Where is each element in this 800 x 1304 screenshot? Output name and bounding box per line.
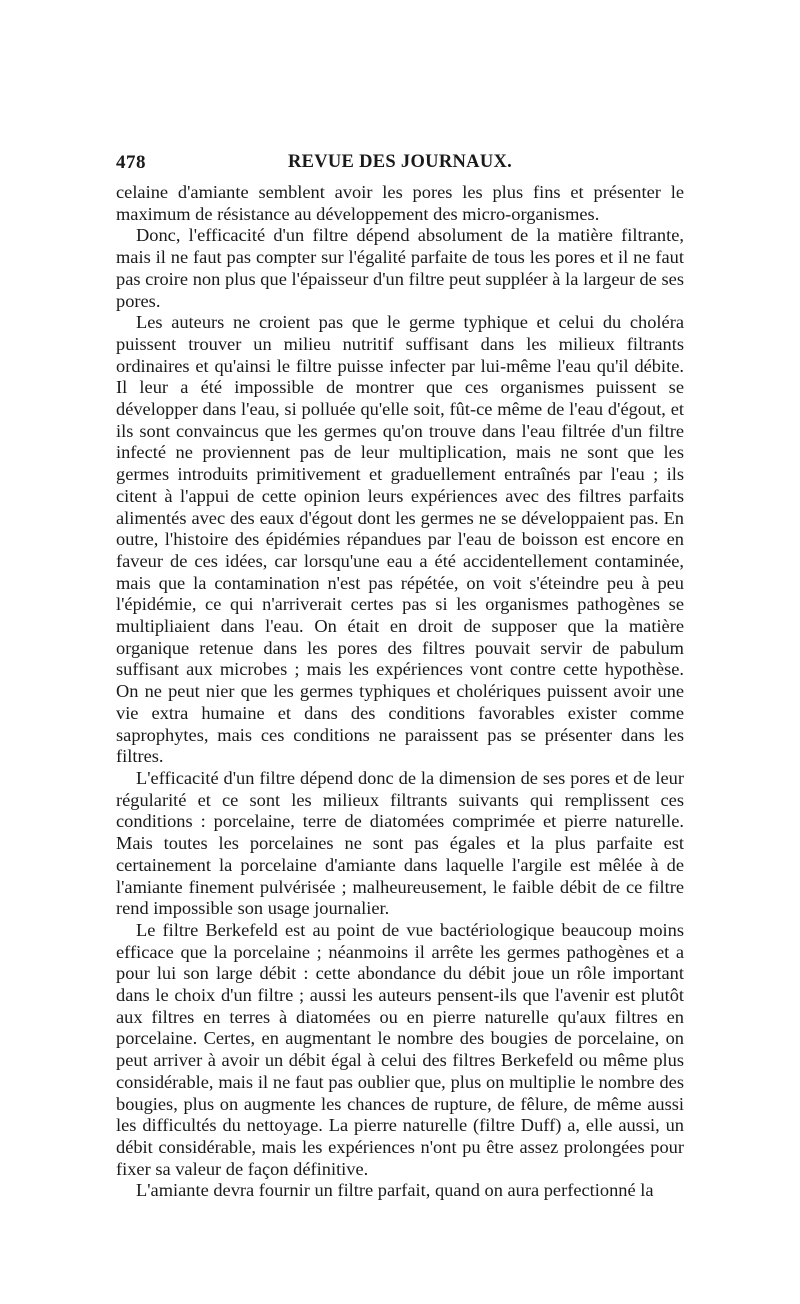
document-page [116, 152, 684, 1202]
paragraph: Les auteurs ne croient pas que le germe typhique et celui du choléra puissent trouver un milieu nutritif suffisant dans les milieux filtrants ordinaires et qu'ainsi le filtre puisse infecter par lui-même l'eau qu'il débite. Il leur a été impossible de montrer que ces organismes puissent se développer dans l'eau, si polluée qu'elle soit, fût-ce même de l'eau d'égout, et ils sont convaincus que les germes qu'on trouve dans l'eau filtrée d'un filtre infecté ne proviennent pas de leur multiplication, mais ne sont que les germes introduits primitivement et graduellement entraînés par l'eau ; ils citent à l'appui de cette opinion leurs expériences avec des filtres parfaits alimentés avec des eaux d'égout dont les germes ne se développaient pas. En outre, l'histoire des épidémies répandues par l'eau de boisson est encore en faveur de ces idées, car lorsqu'une eau a été accidentellement contaminée, mais que la contamination n'est pas répétée, on voit s'éteindre peu à peu l'épidémie, ce qui n'arriverait certes pas si les organismes pathogènes se multipliaient dans l'eau. On était en droit de supposer que la matière organique retenue dans les pores des filtres pouvait servir de pabulum suffisant aux microbes ; mais les expériences vont contre cette hypothèse. On ne peut nier que les germes typhiques et cholériques puissent avoir une vie extra humaine et dans des conditions favorables exister comme saprophytes, mais ces conditions ne paraissent pas se présenter dans les filtres. [116, 312, 684, 767]
paragraph: Donc, l'efficacité d'un filtre dépend absolument de la matière filtrante, mais il ne faut pas compter sur l'égalité parfaite de tous les pores et il ne faut pas croire non plus que l'épaisseur d'un filtre peut suppléer à la largeur de ses pores. [116, 225, 684, 311]
paragraph-last: L'amiante devra fournir un filtre parfait, quand on aura perfectionné la [136, 1180, 654, 1201]
running-header [116, 152, 684, 176]
paragraph-continuation: celaine d'amiante semblent avoir les pores les plus fins et présenter le maximum de résistance au développement des micro-organismes. [116, 182, 684, 224]
paragraph: Le filtre Berkefeld est au point de vue bactériologique beaucoup moins efficace que la porcelaine ; néanmoins il arrête les germes pathogènes et a pour lui son large débit : cette abondance du débit joue un rôle important dans le choix d'un filtre ; aussi les auteurs pensent-ils que l'avenir est plutôt aux filtres en terres à diatomées ou en pierre naturelle qu'aux filtres en porcelaine. Certes, en augmentant le nombre des bougies de porcelaine, on peut arriver à avoir un débit égal à celui des filtres Berkefeld ou même plus considérable, mais il ne faut pas oublier que, plus on multiplie le nombre des bougies, plus on augmente les chances de rupture, de fêlure, de même aussi les difficultés du nettoyage. La pierre naturelle (filtre Duff) a, elle aussi, un débit considérable, mais les expériences n'ont pu être assez prolongées pour fixer sa valeur de façon définitive. [116, 919, 684, 1179]
paragraph: L'efficacité d'un filtre dépend donc de la dimension de ses pores et de leur régularité et ce sont les milieux filtrants suivants qui remplissent ces conditions : porcelaine, terre de diatomées comprimée et pierre naturelle. Mais toutes les porcelaines ne sont pas égales et la plus parfaite est certainement la porcelaine d'amiante dans laquelle l'argile est mêlée à de l'amiante finement pulvérisée ; malheureusement, le faible débit de ce filtre rend impossible son usage journalier. [116, 767, 684, 919]
body-text [116, 182, 684, 1202]
journal-title: REVUE DES JOURNAUX. [287, 152, 513, 172]
page-number: 478 [116, 152, 146, 173]
